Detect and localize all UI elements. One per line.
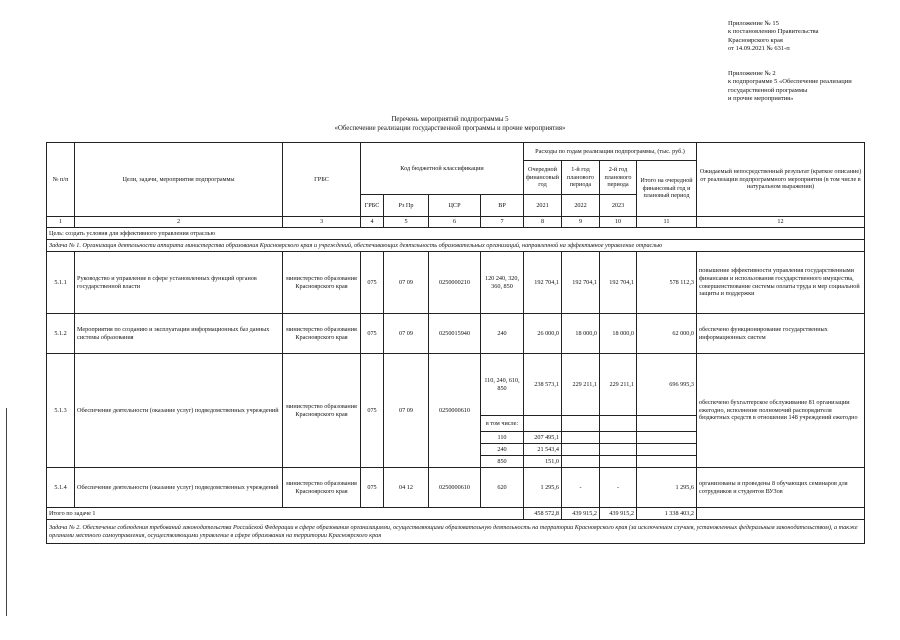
col-csr-header: ЦСР [429,195,481,217]
vr-code: 240 [481,314,524,354]
grbs-name: министерство образования Красноярского края [283,252,361,314]
total-all: 1 338 403,2 [637,508,697,520]
header-line: Приложение № 15 [728,20,779,27]
grbs-name: министерство образования Красноярского края [283,468,361,508]
measure-name: Обеспечение деятельности (оказание услуг) подведомственных учреждений [75,354,283,468]
col-num-header: № п/п [47,143,75,217]
empty-cell [600,444,637,456]
col-number: 6 [429,217,481,228]
grbs-code: 075 [361,468,384,508]
table-row [47,252,865,314]
col-number: 1 [47,217,75,228]
y1-value: 238 573,1 [524,354,562,416]
header-line: государственной программы [728,86,808,94]
col-total-header: Итого на очередной финансовый год и плановый период [637,161,697,217]
header-line: к постановлению Правительства [728,28,819,36]
csr-code: 0250000610 [429,468,481,508]
col-result-header: Ожидаемый непосредственный результат (краткое описание) от реализации подпрограммного мероприятия (в том числе в натуральном выражении) [697,143,865,217]
table-row [47,354,865,416]
measures-table [46,142,865,544]
result-text: обеспечено бухгалтерское обслуживание 81 организации ежегодно, исполнение полномочий распорядителя бюджетных средств в отношении 148 учреждений ежегодно [697,354,865,468]
total-value: 1 295,6 [637,468,697,508]
col-number: 4 [361,217,384,228]
col-number: 10 [600,217,637,228]
y2-value: - [562,468,600,508]
y3-value: - [600,468,637,508]
row-number: 5.1.2 [47,314,75,354]
y1-value: 192 704,1 [524,252,562,314]
empty-cell [697,508,865,520]
col-y1-year: 2021 [524,195,562,217]
goal-row: Цель: создать условия для эффективного управления отраслью [47,228,865,240]
appendix-header-1 [728,20,888,54]
col-number: 9 [562,217,600,228]
result-text: повышение эффективности управления государственными финансами и использования государственного имущества, совершенствование системы оплаты труда и мер социальной защиты и поддержки [697,252,865,314]
including-label: в том числе: [481,416,524,432]
y1-value: 151,0 [524,456,562,468]
measure-name: Руководство и управление в сфере установленных функций органов государственной власти [75,252,283,314]
header-line: к подпрограмме 5 «Обеспечение реализации [728,78,852,86]
header-line: Красноярского края [728,36,783,44]
measure-name: Обеспечение деятельности (оказание услуг) подведомственных учреждений [75,468,283,508]
table-row [47,468,865,508]
total-value: 696 995,3 [637,354,697,416]
y3-value: 192 704,1 [600,252,637,314]
empty-cell [637,444,697,456]
total-y1: 458 572,8 [524,508,562,520]
col-number: 2 [75,217,283,228]
rzpr-code: 07 09 [384,354,429,468]
vr-code: 240 [481,444,524,456]
grbs-code: 075 [361,314,384,354]
col-grbs-header: ГРБС [283,143,361,217]
empty-cell [600,416,637,432]
col-number: 5 [384,217,429,228]
total-y3: 439 915,2 [600,508,637,520]
col-y3-header: 2-й год планового периода [600,161,637,195]
y1-value: 1 295,6 [524,468,562,508]
result-text: организованы и проведены 8 обучающих семинаров для сотрудников и студентов ВУЗов [697,468,865,508]
grbs-name: министерство образования Красноярского края [283,354,361,468]
total-y2: 439 915,2 [562,508,600,520]
empty-cell [524,416,562,432]
appendix-header-2 [728,70,888,104]
y3-value: 18 000,0 [600,314,637,354]
y2-value: 18 000,0 [562,314,600,354]
y2-value: 229 211,1 [562,354,600,416]
col-goals-header: Цели, задачи, мероприятия подпрограммы [75,143,283,217]
empty-cell [637,456,697,468]
vr-code: 850 [481,456,524,468]
y3-value: 229 211,1 [600,354,637,416]
col-number: 3 [283,217,361,228]
scan-margin-line [6,408,7,616]
total-label: Итого по задаче 1 [47,508,524,520]
col-expenses-header: Расходы по годам реализации подпрограммы, (тыс. руб.) [524,143,697,161]
col-rzpr-header: Рз Пр [384,195,429,217]
document-title [200,116,700,133]
header-line: от 14.09.2021 № 631-п [728,45,790,53]
csr-code: 0250000610 [429,354,481,468]
empty-cell [600,456,637,468]
col-grbs-code-header: ГРБС [361,195,384,217]
y2-value: 192 704,1 [562,252,600,314]
empty-cell [562,456,600,468]
title-line: «Обеспечение реализации государственной программы и прочие мероприятия» [334,124,566,132]
col-number: 8 [524,217,562,228]
result-text: обеспечено функционирование государственных информационных систем [697,314,865,354]
empty-cell [600,432,637,444]
grbs-code: 075 [361,354,384,468]
empty-cell [637,416,697,432]
col-number: 7 [481,217,524,228]
grbs-name: министерство образования Красноярского края [283,314,361,354]
empty-cell [562,444,600,456]
total-value: 62 000,0 [637,314,697,354]
task-total-row [47,508,865,520]
col-vr-header: ВР [481,195,524,217]
y1-value: 21 543,4 [524,444,562,456]
col-y1-header: Очередной финансовый год [524,161,562,195]
header-line: Приложение № 2 [728,70,776,77]
rzpr-code: 07 09 [384,252,429,314]
col-y2-header: 1-й год планового периода [562,161,600,195]
measure-name: Мероприятия по созданию и эксплуатации информационных баз данных системы образования [75,314,283,354]
col-number: 11 [637,217,697,228]
vr-code: 620 [481,468,524,508]
title-line: Перечень мероприятий подпрограммы 5 [391,116,509,123]
col-y3-year: 2023 [600,195,637,217]
row-number: 5.1.1 [47,252,75,314]
vr-code: 120 240, 320, 360, 850 [481,252,524,314]
y1-value: 207 495,1 [524,432,562,444]
vr-code: 110, 240, 610, 850 [481,354,524,416]
rzpr-code: 07 09 [384,314,429,354]
header-line: и прочие мероприятия» [728,95,794,103]
table-row [47,314,865,354]
empty-cell [562,432,600,444]
task-1-row: Задача № 1. Организация деятельности аппарата министерства образования Красноярского края и учреждений, обеспечивающих деятельность образовательных организаций, направленной на эффективное управление отраслью [47,240,865,252]
col-kbk-header: Код бюджетной классификации [361,143,524,195]
col-y2-year: 2022 [562,195,600,217]
empty-cell [637,432,697,444]
rzpr-code: 04 12 [384,468,429,508]
col-number: 12 [697,217,865,228]
grbs-code: 075 [361,252,384,314]
row-number: 5.1.4 [47,468,75,508]
csr-code: 0250000210 [429,252,481,314]
vr-code: 110 [481,432,524,444]
task-2-row: Задача № 2. Обеспечение соблюдения требований законодательства Российской Федерации в сфере образования организациями, осуществляющими образовательную деятельность на территории Красноярского края (за исключением случаев, установленных федеральным законодательством), а также органами местного самоуправления, осуществляющими управление в сфере образования на территории Красноярского края [47,520,865,544]
total-value: 578 112,3 [637,252,697,314]
y1-value: 26 000,0 [524,314,562,354]
empty-cell [562,416,600,432]
row-number: 5.1.3 [47,354,75,468]
csr-code: 0250015940 [429,314,481,354]
